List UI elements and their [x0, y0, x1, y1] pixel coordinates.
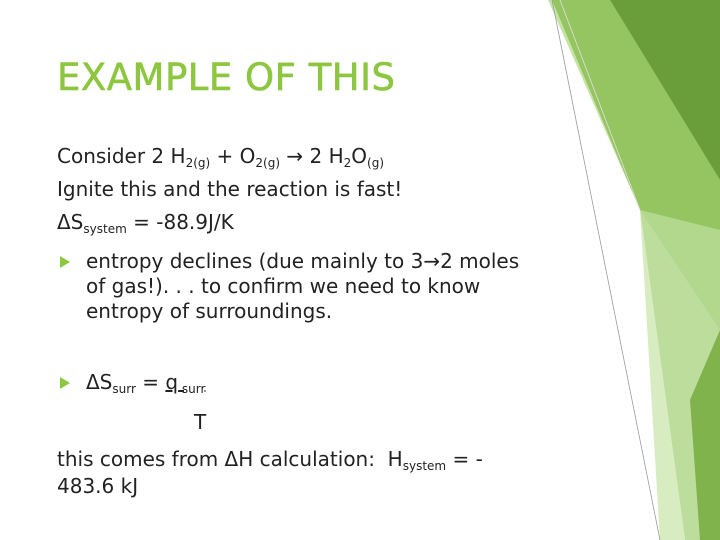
bullet-1-line: entropy declines (due mainly to 3→2 moles	[86, 249, 520, 273]
reaction-text: Consider 2 H	[57, 144, 186, 168]
subscript: 2(g)	[185, 156, 211, 170]
ignite-line: Ignite this and the reaction is fast!	[57, 177, 403, 201]
bullet-1-line: entropy of surroundings.	[86, 299, 333, 323]
footer-text-main: this comes from ΔH calculation: H	[57, 447, 403, 471]
delta-s-value: = -88.9J/K	[126, 210, 234, 234]
denominator-t: T	[194, 410, 207, 434]
subscript: (g)	[367, 156, 384, 170]
subscript: surr	[178, 382, 206, 396]
bullet-arrow-icon	[60, 256, 70, 268]
reaction-text: + O	[210, 144, 256, 168]
reaction-text: → 2 H	[280, 144, 344, 168]
footer-line-1	[57, 446, 557, 473]
reaction-text: O	[351, 144, 368, 168]
subscript: surr	[112, 382, 136, 396]
q-symbol: q	[165, 370, 179, 394]
footer-text	[57, 446, 557, 500]
subscript: 2	[343, 156, 352, 170]
delta-s-label: ΔS	[86, 370, 113, 394]
delta-s-system-line	[57, 206, 617, 239]
q-surr-numerator	[165, 370, 205, 394]
subscript: system	[83, 222, 127, 236]
reaction-line	[57, 140, 617, 173]
delta-s-surr-line	[86, 370, 205, 395]
bullet-arrow-icon	[60, 377, 70, 389]
equals-sign: =	[135, 370, 166, 394]
bullet-1-line: of gas!). . . to confirm we need to know	[86, 274, 481, 298]
bullet-1-text	[86, 249, 566, 324]
footer-line-2: 483.6 kJ	[57, 474, 139, 498]
footer-value: = -	[446, 447, 483, 471]
subscript: 2(g)	[255, 156, 281, 170]
delta-s-label: ΔS	[57, 210, 84, 234]
subscript: system	[402, 459, 447, 473]
slide-title: EXAMPLE OF THIS	[57, 56, 396, 99]
slide-body	[57, 140, 617, 239]
bullet-2-text	[86, 370, 205, 395]
